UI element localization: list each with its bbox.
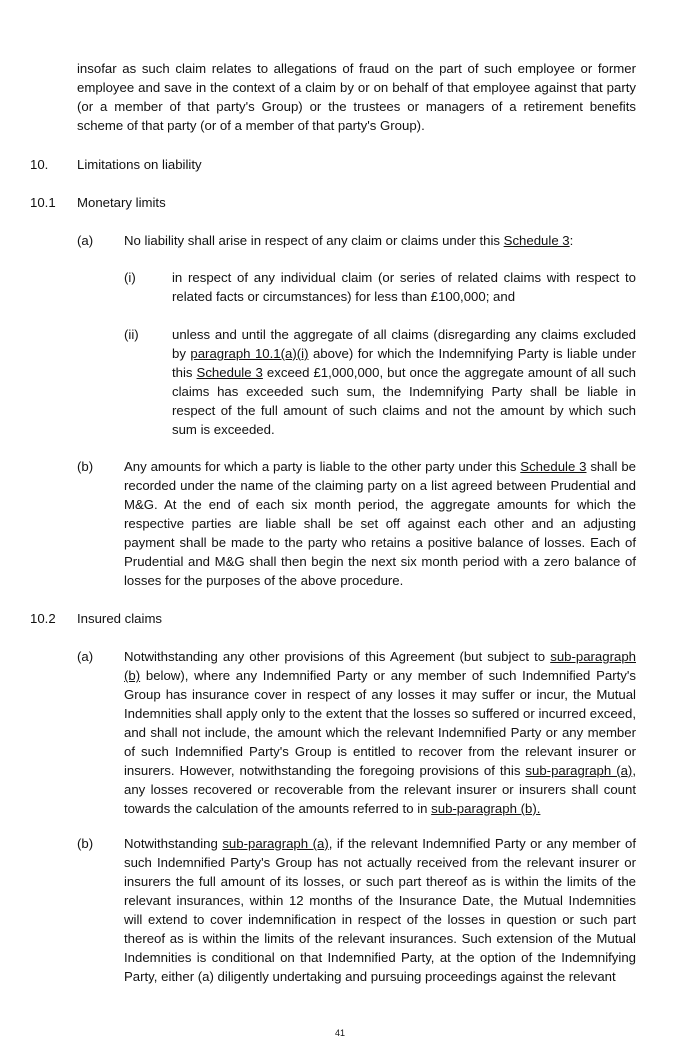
- page-number: 41: [334, 1028, 345, 1038]
- clause-text: , if the relevant Indemnified Party or any member of such Indemnified Party's Group has not actually received from the relevant insurer or insurers the full amount of its losses, or such part thereof as is within the limits of the relevant insurances, within 12 months of the Insurance Date, the Mutual Indemnities will extend to cover indemnification in respect of the losses in question or such part thereof as is within the limits of the relevant insurances. Such extension of the Mutual Indemnities is conditional on that Indemnified Party, at the option of the Indemnifying Party, either (a) diligently undertaking and pursuing proceedings against the relevant: [124, 836, 636, 984]
- sub-paragraph-b-link[interactable]: sub-paragraph (b).: [431, 801, 541, 816]
- sub-paragraph-a-link[interactable]: sub-paragraph (a): [525, 763, 633, 778]
- clause-text: shall be recorded under the name of the claiming party on a list agreed between Prudential and M&G. At the end of each six month period, the aggregate amounts for which the respective parties are liable shall be set off against each other and an adjusting payment shall be made to the party who retains a positive balance of losses. Each of Prudential and M&G shall then begin the next six month period with a zero balance of losses for the purposes of the above procedure.: [124, 459, 636, 588]
- clause-10-1-a-text: [124, 231, 636, 250]
- clause-text: , any losses recovered or recoverable from the relevant insurer or insurers shall count towards the calculation of the amounts referred to in: [124, 763, 636, 816]
- paragraph-10-1-a-i-link[interactable]: paragraph 10.1(a)(i): [190, 346, 309, 361]
- clause-10-1-a-ii-label: (ii): [124, 327, 139, 342]
- intro-paragraph: insofar as such claim relates to allegations of fraud on the part of such employee or former employee and save in the context of a claim by or on behalf of that employee against that party (or a member of that party's Group) or the trustees or managers of a retirement benefits scheme of that party (or of a member of that party's Group).: [77, 61, 636, 133]
- schedule-3-link[interactable]: Schedule 3: [503, 233, 570, 248]
- clause-10-2-b-text: [124, 834, 636, 986]
- clause-10-2-b-label: (b): [77, 836, 94, 851]
- clause-10-1-b-label: (b): [77, 459, 94, 474]
- schedule-3-link[interactable]: Schedule 3: [196, 365, 263, 380]
- schedule-3-link[interactable]: Schedule 3: [520, 459, 587, 474]
- section-10-1-number: 10.1: [30, 195, 56, 210]
- section-10-title: Limitations on liability: [77, 157, 202, 172]
- clause-text: Notwithstanding: [124, 836, 223, 851]
- sub-paragraph-a-link[interactable]: sub-paragraph (a): [222, 836, 329, 851]
- clause-text: :: [569, 233, 574, 248]
- clause-10-2-a-text: [124, 647, 636, 818]
- clause-10-1-b-text: [124, 457, 636, 590]
- clause-text: unless and until the aggregate of all claims (disregarding any claims excluded by: [172, 327, 636, 361]
- clause-text: Any amounts for which a party is liable to the other party under this: [124, 459, 521, 474]
- clause-text: above) for which the Indemnifying Party is liable under this: [172, 346, 636, 380]
- clause-10-1-a-i-label: (i): [124, 270, 136, 285]
- clause-text: below), where any Indemnified Party or any member of such Indemnified Party's Group has insurance cover in respect of any losses it may suffer or incur, the Mutual Indemnities shall apply only to the extent that the losses so suffered or incurred exceed, and shall not include, the amount which the relevant Indemnified Party or any member of such Indemnified Party's Group is entitled to recover from the relevant insurer or insurers. However, notwithstanding the foregoing provisions of this: [124, 668, 636, 778]
- section-10-2-number: 10.2: [30, 611, 56, 626]
- sub-paragraph-b-link[interactable]: sub-paragraph (b): [124, 649, 636, 683]
- clause-10-2-a-label: (a): [77, 649, 94, 664]
- section-10-1-title: Monetary limits: [77, 195, 166, 210]
- clause-10-1-a-label: (a): [77, 233, 94, 248]
- clause-text: No liability shall arise in respect of any claim or claims under this: [124, 233, 504, 248]
- clause-10-1-a-i-text: in respect of any individual claim (or series of related claims with respect to related facts or circumstances) for less than £100,000; and: [172, 270, 636, 304]
- clause-10-1-a-ii-text: [172, 325, 636, 439]
- clause-text: Notwithstanding any other provisions of this Agreement (but subject to: [124, 649, 551, 664]
- section-10-2-title: Insured claims: [77, 611, 163, 626]
- clause-text: exceed £1,000,000, but once the aggregate amount of all such claims has exceeded such sum, the Indemnifying Party shall be liable in respect of the full amount of such claims and not the amount by which such sum is exceeded.: [172, 365, 636, 437]
- section-10-number: 10.: [30, 157, 49, 172]
